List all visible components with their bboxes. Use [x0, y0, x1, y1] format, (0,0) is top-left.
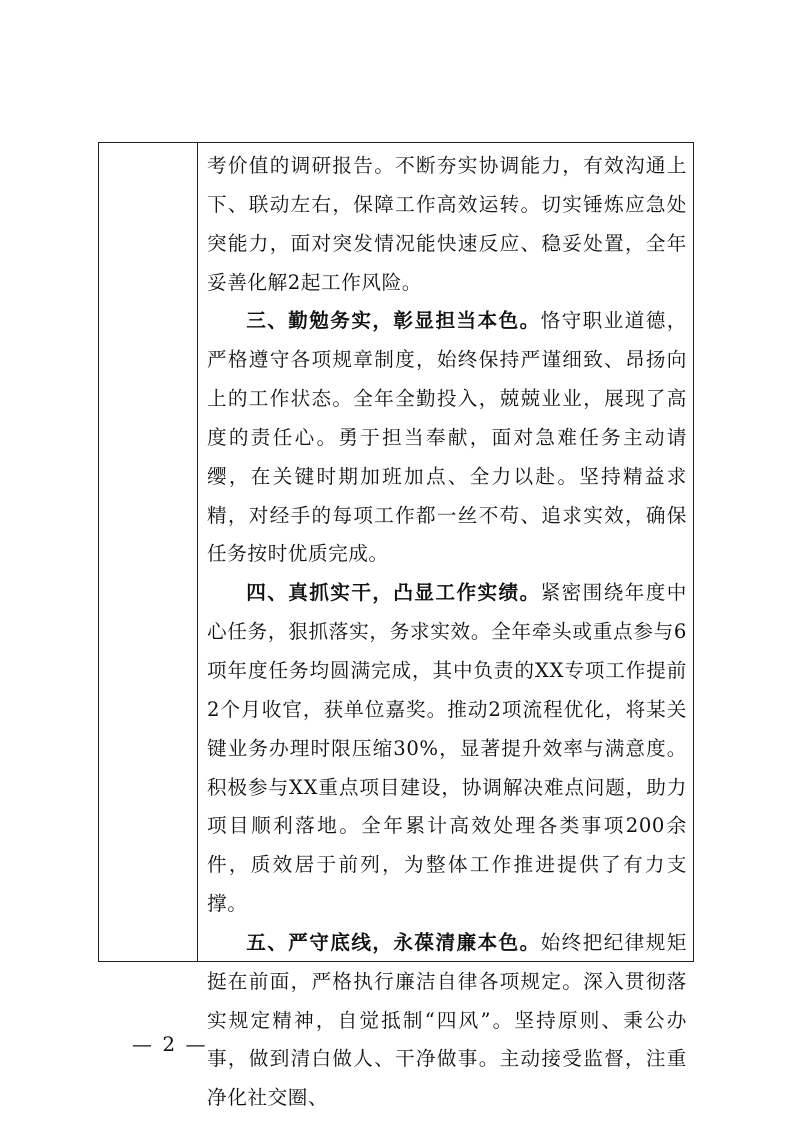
paragraph-continuation: [207, 147, 687, 302]
paragraph-text: 始终把纪律规矩挺在前面，严格执行廉洁自律各项规定。深入贯彻落实规定精神，自觉抵制“四风”。坚持原则、秉公办事，做到清白做人、干净做事。主动接受监督，注重净化社交圈、: [207, 930, 688, 1110]
paragraph-text: 紧密围绕年度中心任务，狠抓落实，务求实效。全年牵头或重点参与6项年度任务均圆满完成，其中负责的XX专项工作提前2个月收官，获单位嘉奖。推动2项流程优化，将某关键业务办理时限压缩30%，显著提升效率与满意度。积极参与XX重点项目建设，协调解决难点问题，助力项目顺利落地。全年累计高效处理各类事项200余件，质效居于前列，为整体工作推进提供了有力支撑。: [207, 581, 688, 916]
table-label-column: [99, 143, 198, 961]
paragraph-section-four: [207, 574, 687, 924]
form-table: [98, 142, 694, 1110]
section-heading: 四、真抓实干，凸显工作实绩。: [246, 581, 541, 605]
paragraph-text: 恪守职业道德，严格遵守各项规章制度，始终保持严谨细致、昂扬向上的工作状态。全年全勤投入，兢兢业业，展现了高度的责任心。勇于担当奉献，面对急难任务主动请缨，在关键时期加班加点、全力以赴。坚持精益求精，对经手的每项工作都一丝不苟、追求实效，确保任务按时优质完成。: [207, 309, 688, 566]
paragraph-text: 考价值的调研报告。不断夯实协调能力，有效沟通上下、联动左右，保障工作高效运转。切实锤炼应急处突能力，面对突发情况能快速反应、稳妥处置，全年妥善化解2起工作风险。: [207, 154, 687, 294]
section-heading: 三、勤勉务实，彰显担当本色。: [246, 309, 541, 333]
paragraph-section-five: [207, 924, 687, 1118]
paragraph-section-three: [207, 302, 687, 574]
table-content-cell: [207, 147, 687, 1118]
page-number: — 2 —: [132, 1032, 208, 1056]
section-heading: 五、严守底线，永葆清廉本色。: [246, 930, 541, 954]
